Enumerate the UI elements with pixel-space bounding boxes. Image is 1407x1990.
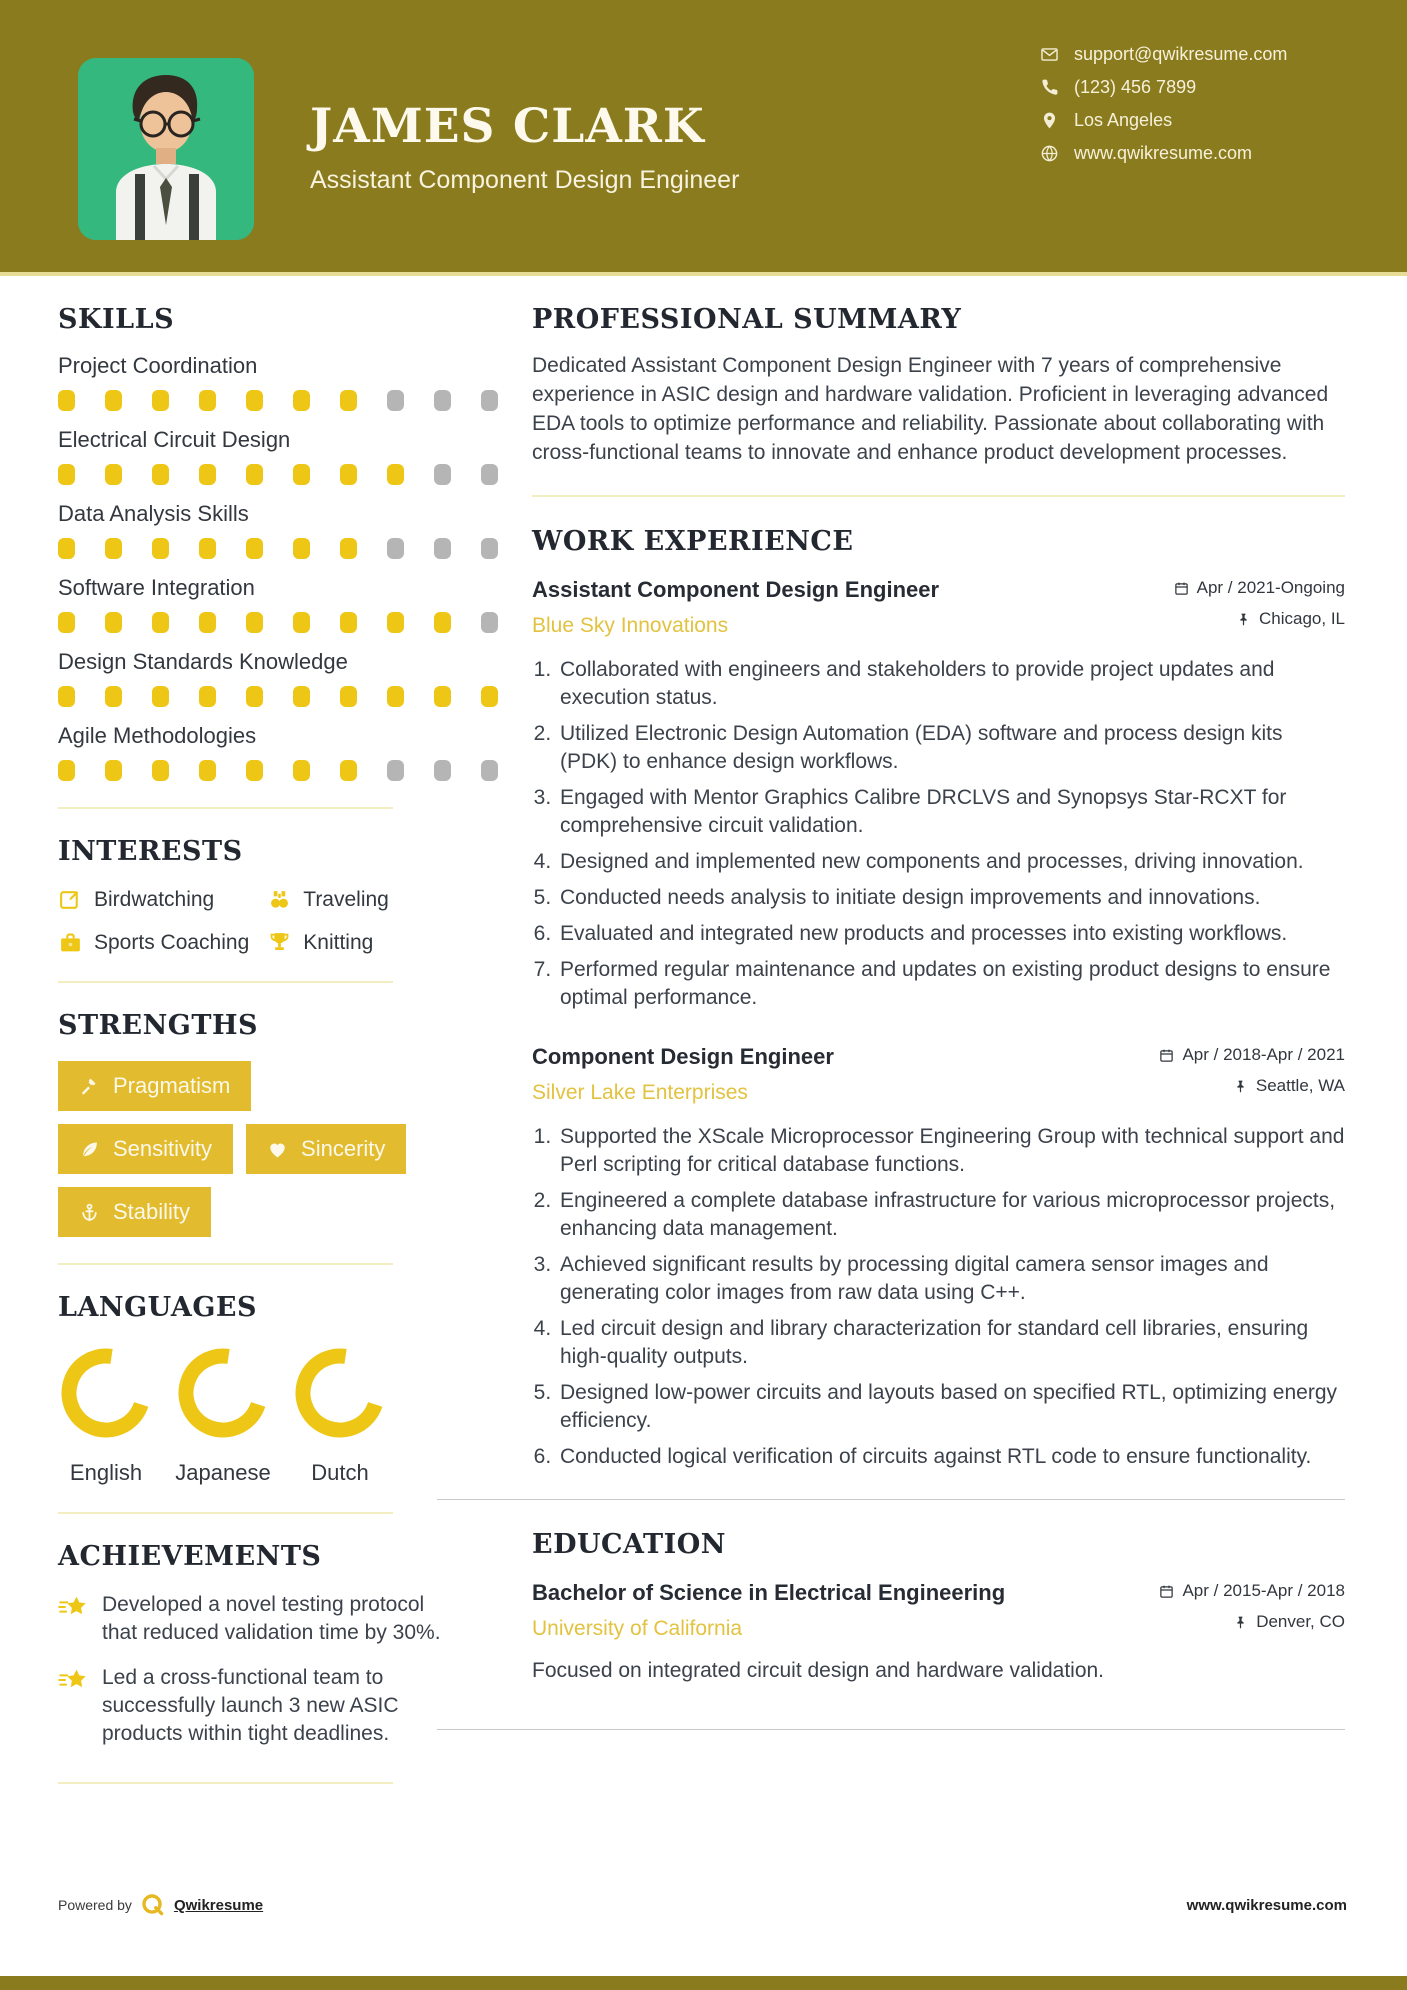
skill-dot <box>340 612 357 633</box>
skill-dot <box>434 612 451 633</box>
skill-dot <box>246 686 263 707</box>
language-item <box>175 1345 271 1486</box>
job-entry <box>532 1042 1345 1471</box>
job-bullets <box>532 1123 1345 1471</box>
skill-dot <box>293 686 310 707</box>
skill-dot <box>105 538 122 559</box>
contact-location[interactable] <box>1040 110 1287 130</box>
skill-dot <box>199 760 216 781</box>
skill-dot <box>58 612 75 633</box>
skill-dot <box>152 612 169 633</box>
skill-dot <box>199 538 216 559</box>
skill-dot <box>481 538 498 559</box>
shooting-star-icon <box>58 1593 88 1621</box>
bullet: 4. Led circuit design and library characterization for standard cell libraries, ensuring high-quality outputs. <box>557 1315 1345 1371</box>
skill-dot <box>58 390 75 411</box>
education-dates <box>1159 1581 1345 1601</box>
skill-dot <box>199 464 216 485</box>
person-title: Assistant Component Design Engineer <box>310 166 740 194</box>
skill-dot <box>58 538 75 559</box>
skill-dot <box>246 612 263 633</box>
job-dates-text: Apr / 2021-Ongoing <box>1196 578 1345 597</box>
language-level-arc <box>175 1345 271 1441</box>
skill-rating <box>58 686 498 707</box>
job-company: Blue Sky Innovations <box>532 614 729 637</box>
pushpin-icon <box>1233 1615 1248 1630</box>
strength-label: Sincerity <box>301 1136 386 1161</box>
interest-label: Birdwatching <box>94 887 215 911</box>
skill-dot <box>152 390 169 411</box>
education-dates-text: Apr / 2015-Apr / 2018 <box>1182 1581 1345 1600</box>
bullet: 1. Collaborated with engineers and stakeholders to provide project updates and execution status. <box>557 656 1345 712</box>
bullet: 5. Conducted needs analysis to initiate design improvements and innovations. <box>557 884 1345 912</box>
qwikresume-link[interactable]: Qwikresume <box>173 1896 264 1914</box>
divider <box>58 1512 393 1514</box>
skill-name: Data Analysis Skills <box>58 501 249 526</box>
skill-dot <box>152 464 169 485</box>
contact-website-text: www.qwikresume.com <box>1074 142 1253 163</box>
contact-location-text: Los Angeles <box>1074 109 1173 130</box>
job-company: Silver Lake Enterprises <box>532 1081 748 1104</box>
strengths-heading: STRENGTHS <box>58 1010 258 1041</box>
email-icon <box>1040 45 1059 64</box>
skill-dot <box>387 612 404 633</box>
interests-list <box>58 887 498 955</box>
skill-dot <box>105 390 122 411</box>
contact-phone[interactable] <box>1040 77 1287 97</box>
bullet: 5. Designed low-power circuits and layouts based on specified RTL, optimizing energy efficiency. <box>557 1379 1345 1435</box>
education-location-text: Denver, CO <box>1256 1612 1345 1631</box>
skill-dot <box>293 464 310 485</box>
skill-dot <box>293 390 310 411</box>
calendar-icon <box>1174 581 1189 596</box>
skill-dot <box>340 464 357 485</box>
skill-dot <box>199 612 216 633</box>
summary-text: Dedicated Assistant Component Design Engineer with 7 years of comprehensive experience in ASIC design and hardware validation. Proficient in leveraging advanced EDA tools to optimize performance and reliability. Passionate about collaborating with cross-functional teams to innovate and enhance product development processes. <box>532 354 1329 464</box>
interest-item <box>58 930 249 955</box>
skill-dot <box>58 760 75 781</box>
contact-email[interactable] <box>1040 44 1287 64</box>
job-dates <box>1159 1045 1345 1065</box>
education-location <box>1233 1612 1345 1632</box>
interests-heading: INTERESTS <box>58 836 243 867</box>
divider <box>58 1263 393 1265</box>
anchor-icon <box>79 1202 100 1223</box>
experience-heading: WORK EXPERIENCE <box>532 526 854 557</box>
powered-by-label: Powered by <box>58 1897 132 1913</box>
language-level-arc <box>292 1345 388 1441</box>
skill-dot <box>293 760 310 781</box>
binoculars-icon <box>267 887 292 912</box>
skill-rating <box>58 464 498 485</box>
job-bullets <box>532 656 1345 1012</box>
contact-website[interactable] <box>1040 143 1287 163</box>
interest-item <box>58 887 249 912</box>
job-location-text: Seattle, WA <box>1255 1076 1345 1095</box>
skill-dot <box>105 464 122 485</box>
bullet: 6. Conducted logical verification of circuits against RTL code to ensure functionality. <box>557 1443 1345 1471</box>
skill-item <box>58 351 498 411</box>
skill-dot <box>199 686 216 707</box>
skill-dot <box>340 686 357 707</box>
interest-item <box>267 930 389 955</box>
contact-email-text: support@qwikresume.com <box>1074 43 1288 64</box>
achievements-heading: ACHIEVEMENTS <box>58 1541 322 1572</box>
interest-label: Knitting <box>303 930 374 954</box>
achievement-text: Led a cross-functional team to successfully launch 3 new ASIC products within tight deadlines. <box>102 1666 399 1745</box>
job-location <box>1233 1076 1345 1096</box>
strength-label: Stability <box>113 1199 191 1224</box>
education-school: University of California <box>532 1617 743 1640</box>
skill-dot <box>481 390 498 411</box>
strength-label: Sensitivity <box>113 1136 213 1161</box>
skills-heading: SKILLS <box>58 304 175 335</box>
skill-dot <box>246 390 263 411</box>
job-location <box>1236 609 1345 629</box>
skill-dot <box>434 464 451 485</box>
job-entry <box>532 575 1345 1012</box>
skill-dot <box>387 686 404 707</box>
skill-item <box>58 425 498 485</box>
skill-rating <box>58 390 498 411</box>
skill-rating <box>58 760 498 781</box>
skill-dot <box>387 760 404 781</box>
language-item <box>58 1345 154 1486</box>
job-dates-text: Apr / 2018-Apr / 2021 <box>1182 1045 1345 1064</box>
pushpin-icon <box>1236 612 1251 627</box>
skill-name: Design Standards Knowledge <box>58 649 348 674</box>
heart-icon <box>267 1139 288 1160</box>
summary-heading: PROFESSIONAL SUMMARY <box>532 304 962 335</box>
skill-dot <box>293 612 310 633</box>
interest-label: Sports Coaching <box>94 930 250 954</box>
bullet: 3. Engaged with Mentor Graphics Calibre DRCLVS and Synopsys Star-RCXT for comprehensive circuit validation. <box>557 784 1345 840</box>
skill-dot <box>105 760 122 781</box>
job-title: Component Design Engineer <box>532 1044 834 1069</box>
skill-dot <box>387 390 404 411</box>
skill-item <box>58 647 498 707</box>
skill-dot <box>58 686 75 707</box>
hammer-icon <box>79 1076 100 1097</box>
skill-dot <box>246 464 263 485</box>
bullet: 6. Evaluated and integrated new products and processes into existing workflows. <box>557 920 1345 948</box>
strengths-list <box>58 1061 418 1237</box>
skill-dot <box>434 686 451 707</box>
skill-dot <box>481 612 498 633</box>
skill-rating <box>58 538 498 559</box>
bullet: 4. Designed and implemented new components and processes, driving innovation. <box>557 848 1345 876</box>
skill-name: Software Integration <box>58 575 255 600</box>
skill-dot <box>340 760 357 781</box>
divider <box>437 1499 1345 1500</box>
skill-dot <box>152 686 169 707</box>
location-icon <box>1040 111 1059 130</box>
divider <box>58 1782 393 1784</box>
strength-badge <box>246 1124 406 1174</box>
contact-phone-text: (123) 456 7899 <box>1074 76 1197 97</box>
job-title: Assistant Component Design Engineer <box>532 577 940 602</box>
pushpin-icon <box>1233 1079 1248 1094</box>
shooting-star-icon <box>58 1666 88 1694</box>
bottom-bar <box>0 1976 1407 1990</box>
bullet: 1. Supported the XScale Microprocessor Engineering Group with technical support and Perl scripting for critical database functions. <box>557 1123 1345 1179</box>
languages-heading: LANGUAGES <box>58 1292 257 1323</box>
bullet: 2. Utilized Electronic Design Automation (EDA) software and process design kits (PDK) to enhance design workflows. <box>557 720 1345 776</box>
education-entry <box>532 1578 1345 1685</box>
skill-dot <box>246 760 263 781</box>
briefcase-icon <box>58 930 83 955</box>
language-item <box>292 1345 388 1486</box>
skill-dot <box>340 538 357 559</box>
skill-name: Project Coordination <box>58 353 258 378</box>
strength-label: Pragmatism <box>113 1073 231 1098</box>
interest-label: Traveling <box>303 887 389 911</box>
job-location-text: Chicago, IL <box>1259 609 1345 628</box>
skill-dot <box>199 390 216 411</box>
language-label: English <box>69 1460 143 1485</box>
language-level-arc <box>58 1345 154 1441</box>
languages-list <box>58 1345 498 1486</box>
skill-dot <box>152 760 169 781</box>
skill-dot <box>481 464 498 485</box>
skill-name: Agile Methodologies <box>58 723 257 748</box>
strength-badge <box>58 1187 211 1237</box>
skill-dot <box>387 538 404 559</box>
achievement-text: Developed a novel testing protocol that reduced validation time by 30%. <box>102 1593 441 1644</box>
skill-rating <box>58 612 498 633</box>
skill-dot <box>387 464 404 485</box>
globe-icon <box>1040 144 1059 163</box>
skill-item <box>58 573 498 633</box>
footer-website[interactable]: www.qwikresume.com <box>1186 1896 1347 1914</box>
skill-dot <box>246 538 263 559</box>
calendar-icon <box>1159 1048 1174 1063</box>
phone-icon <box>1040 78 1059 97</box>
skill-item <box>58 499 498 559</box>
skill-dot <box>481 686 498 707</box>
interest-item <box>267 887 389 912</box>
profile-photo <box>78 58 254 240</box>
divider <box>58 981 393 983</box>
bullet: 3. Achieved significant results by processing digital camera sensor images and generating color images from raw data using C++. <box>557 1251 1345 1307</box>
footer <box>58 1893 1347 1917</box>
skill-dot <box>105 686 122 707</box>
leaf-icon <box>79 1139 100 1160</box>
language-label: Dutch <box>311 1460 369 1485</box>
skill-dot <box>152 538 169 559</box>
avatar <box>78 58 254 240</box>
divider <box>532 495 1345 497</box>
divider <box>58 807 393 809</box>
qwikresume-logo-icon <box>141 1893 165 1917</box>
strength-badge <box>58 1061 251 1111</box>
contact-list <box>1040 44 1287 163</box>
trophy-icon <box>267 930 292 955</box>
education-description: Focused on integrated circuit design and hardware validation. <box>532 1659 1105 1682</box>
right-column <box>532 303 1345 1758</box>
skill-dot <box>434 538 451 559</box>
divider <box>437 1729 1345 1730</box>
pencil-square-icon <box>58 887 83 912</box>
job-dates <box>1174 578 1345 598</box>
person-name: JAMES CLARK <box>310 99 705 154</box>
language-label: Japanese <box>175 1460 271 1485</box>
skill-name: Electrical Circuit Design <box>58 427 291 452</box>
skill-dot <box>481 760 498 781</box>
achievement-item <box>58 1664 498 1748</box>
skill-dot <box>105 612 122 633</box>
header-band <box>0 0 1407 276</box>
skill-dot <box>434 760 451 781</box>
skill-dot <box>293 538 310 559</box>
education-degree: Bachelor of Science in Electrical Engineering <box>532 1580 1006 1605</box>
education-heading: EDUCATION <box>532 1529 726 1560</box>
achievement-item <box>58 1591 498 1647</box>
skill-dot <box>58 464 75 485</box>
calendar-icon <box>1159 1584 1174 1599</box>
bullet: 7. Performed regular maintenance and updates on existing product designs to ensure optimal performance. <box>557 956 1345 1012</box>
skill-dot <box>340 390 357 411</box>
strength-badge <box>58 1124 233 1174</box>
left-column <box>58 303 498 1810</box>
bullet: 2. Engineered a complete database infrastructure for various microprocessor projects, enhancing data management. <box>557 1187 1345 1243</box>
skill-item <box>58 721 498 781</box>
skill-dot <box>434 390 451 411</box>
